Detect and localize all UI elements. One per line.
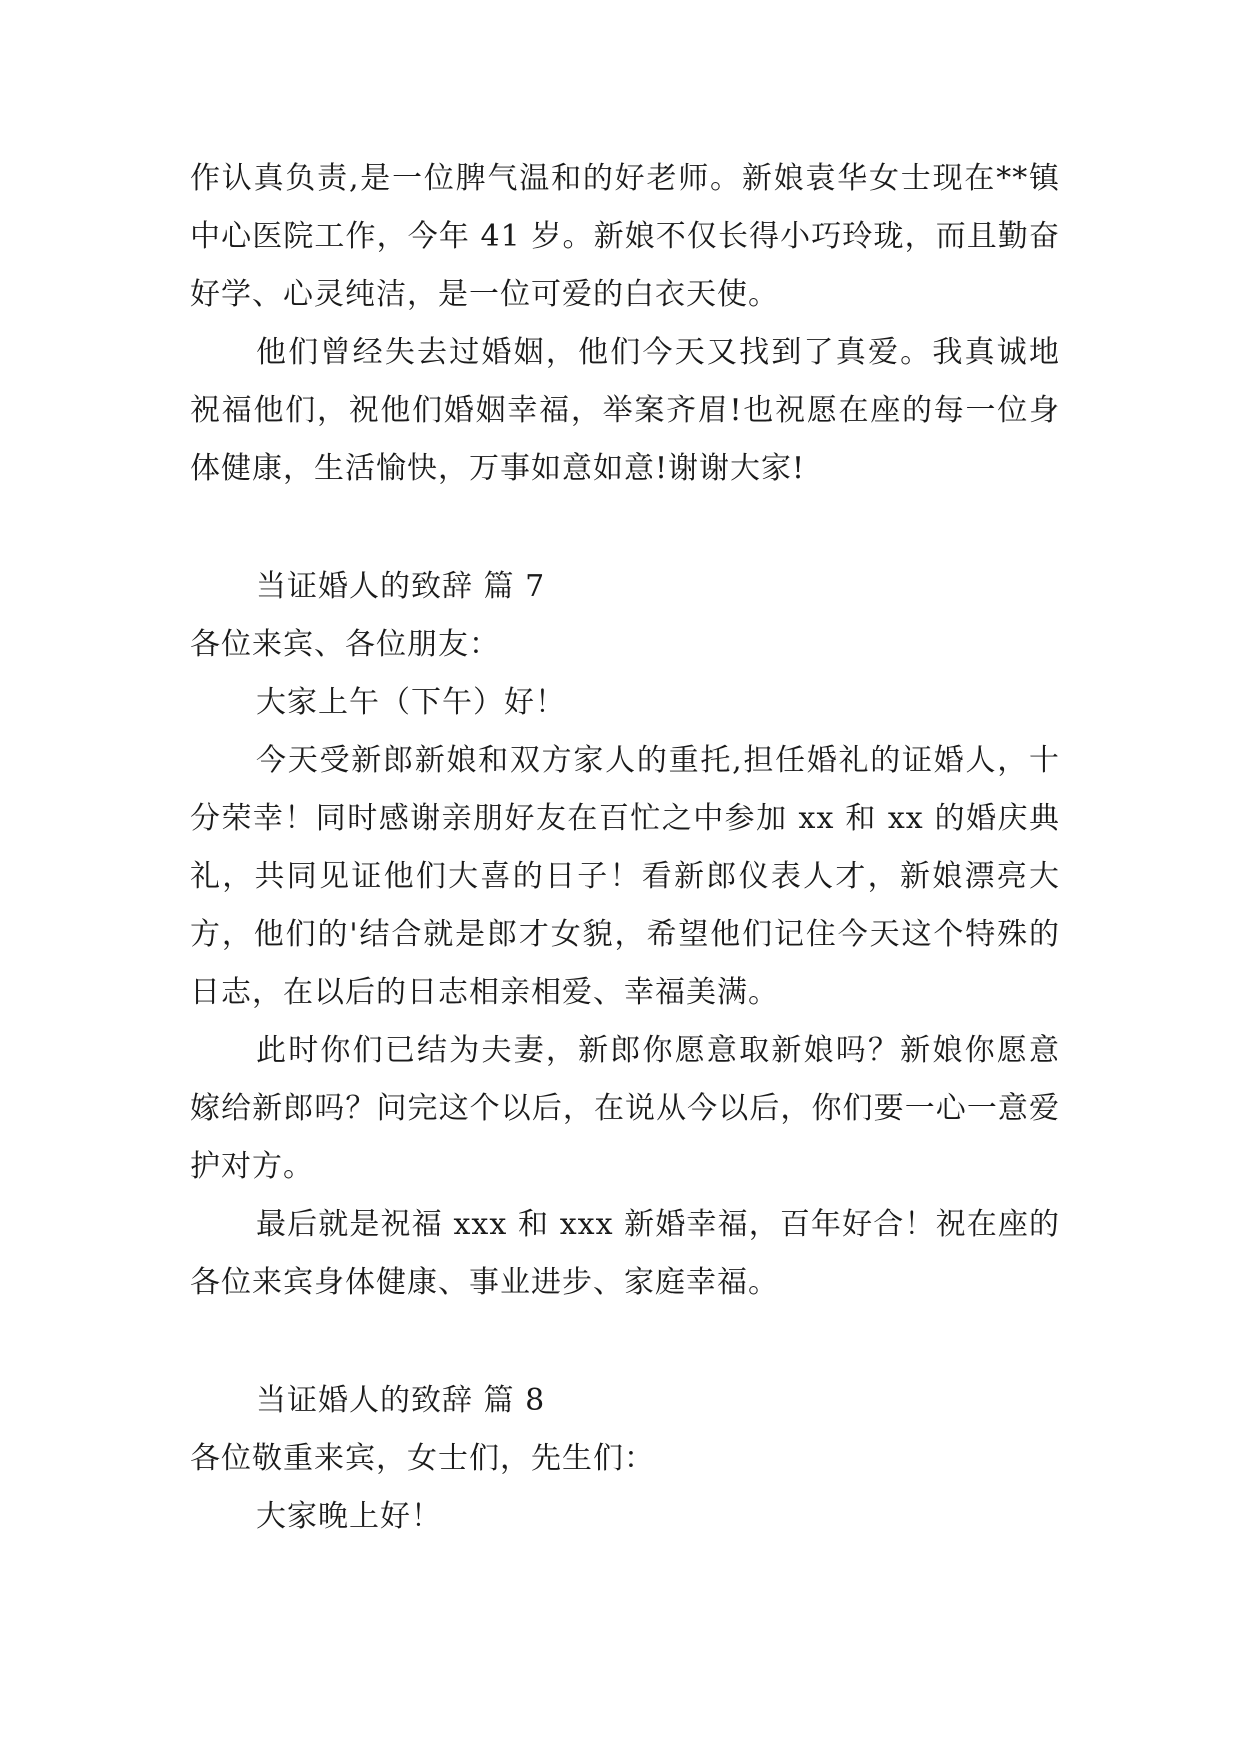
greeting: 大家上午（下午）好！ [256,685,566,720]
section-gap [190,498,1060,558]
paragraph: 今天受新郎新娘和双方家人的重托,担任婚礼的证婚人，十分荣幸！同时感谢亲朋好友在百忙之中参加 xx 和 xx 的婚庆典礼，共同见证他们大喜的日子！看新郎仪表人才，新娘漂亮大方，他们的'结合就是郎才女貌，希望他们记住今天这个特殊的日志，在以后的日志相亲相爱、幸福美满。 [190,743,1060,1010]
salutation: 各位敬重来宾，女士们，先生们： [190,1441,655,1476]
section-heading: 当证婚人的致辞 篇 7 [256,569,546,604]
section-heading: 当证婚人的致辞 篇 8 [256,1383,546,1418]
paragraph: 他们曾经失去过婚姻，他们今天又找到了真爱。我真诚地祝福他们，祝他们婚姻幸福，举案齐眉!也祝愿在座的每一位身体健康，生活愉快，万事如意如意!谢谢大家! [190,335,1060,486]
paragraph: 最后就是祝福 xxx 和 xxx 新婚幸福，百年好合！祝在座的各位来宾身体健康、事业进步、家庭幸福。 [190,1207,1060,1300]
section-gap [190,1312,1060,1372]
paragraph: 此时你们已结为夫妻，新郎你愿意取新娘吗？新娘你愿意嫁给新郎吗？问完这个以后，在说从今以后，你们要一心一意爱护对方。 [190,1033,1060,1184]
paragraph: 作认真负责,是一位脾气温和的好老师。新娘袁华女士现在**镇中心医院工作，今年 41 岁。新娘不仅长得小巧玲珑，而且勤奋好学、心灵纯洁，是一位可爱的白衣天使。 [190,161,1060,312]
salutation: 各位来宾、各位朋友： [190,627,500,662]
greeting: 大家晚上好！ [256,1499,442,1534]
document-page [190,150,1060,1546]
